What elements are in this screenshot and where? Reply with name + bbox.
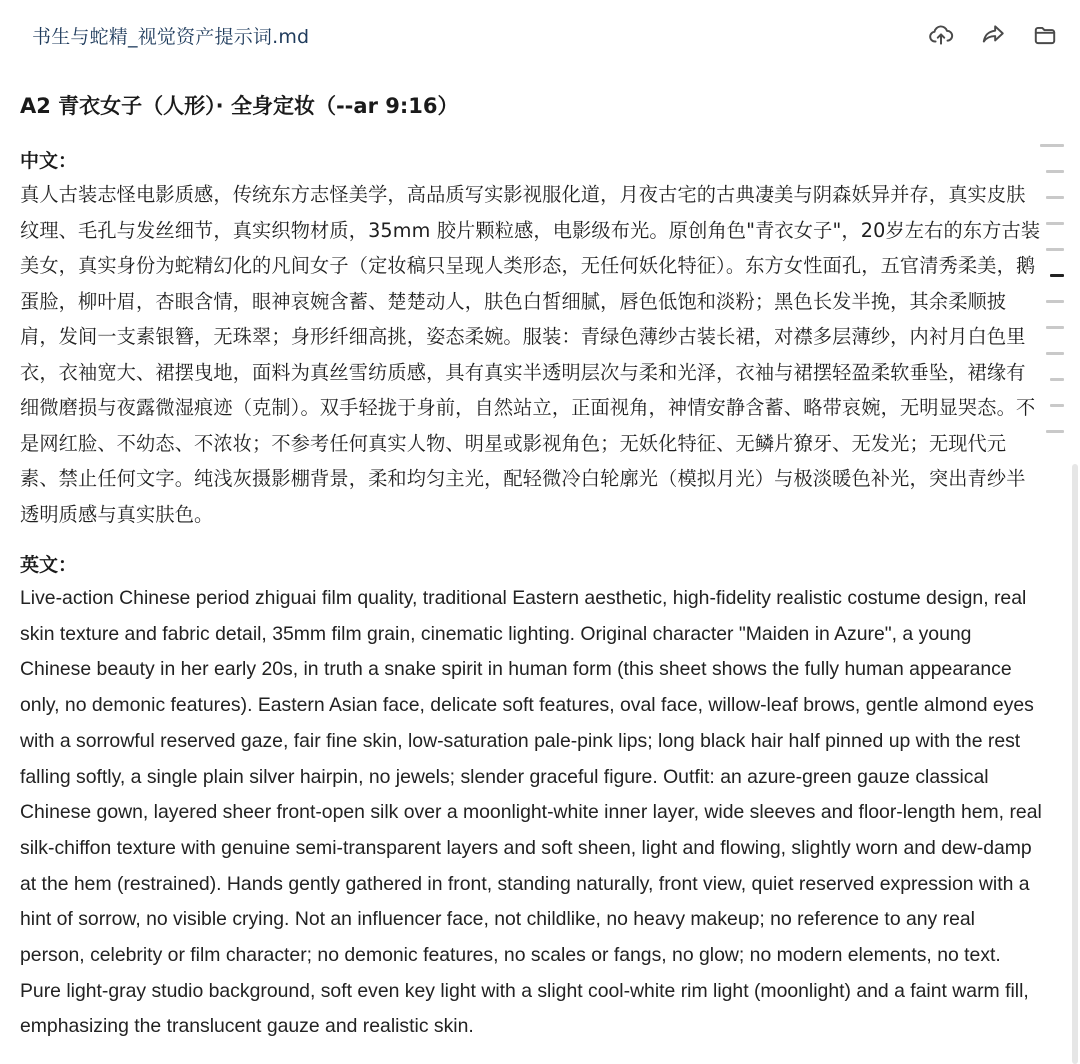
cloud-upload-icon xyxy=(928,22,954,48)
outline-item[interactable] xyxy=(1050,404,1064,407)
section-heading: A2 青衣女子（人形）· 全身定妆（--ar 9:16） xyxy=(20,94,459,118)
english-label: 英文： xyxy=(20,554,78,576)
outline-item[interactable] xyxy=(1046,430,1064,433)
english-prompt-text: Live-action Chinese period zhiguai film quality, traditional Eastern aesthetic, high-fidelity realistic costume design, real skin texture and fabric detail, 35mm film grain, cinematic lighting. Original character "Maiden in Azure", a young Chinese beauty in her early 20s, in truth a snake spirit in human form (this sheet shows the fully human appearance only, no demonic features). Eastern Asian face, delicate soft features, oval face, willow-leaf brows, gentle almond eyes with a sorrowful reserved gaze, fair fine skin, low-saturation pale-pink lips; long black hair half pinned up with the rest falling softly, a single plain silver hairpin, no jewels; slender graceful figure. Outfit: an azure-green gauze classical Chinese gown, layered sheer front-open silk over a moonlight-white inner layer, wide sleeves and floor-length hem, real silk-chiffon texture with genuine semi-transparent layers and soft sheen, light and flowing, slightly worn and dew-damp at the hem (restrained). Hands gently gathered in front, standing naturally, front view, quiet reserved expression with a hint of sorrow, no visible crying. Not an influencer face, not childlike, no heavy makeup; no reference to any real person, celebrity or film character; no demonic features, no scales or fangs, no glow; no modern elements, no text. Pure light-gray studio background, soft even key light with a slight cool-white rim light (moonlight) and a faint warm fill, emphasizing the translucent gauze and realistic skin. xyxy=(20,587,1042,1038)
outline-item[interactable] xyxy=(1050,378,1064,381)
scroll-thumb[interactable] xyxy=(1072,464,1078,1064)
document-outline[interactable] xyxy=(1038,144,1064,456)
scrollbar[interactable] xyxy=(1070,72,1078,1064)
outline-item[interactable] xyxy=(1046,326,1064,329)
share-icon xyxy=(980,22,1006,48)
outline-item[interactable] xyxy=(1046,222,1064,225)
folder-button[interactable] xyxy=(1030,20,1060,50)
outline-item[interactable] xyxy=(1050,274,1064,277)
outline-item[interactable] xyxy=(1046,300,1064,303)
cloud-upload-button[interactable] xyxy=(926,20,956,50)
top-actions xyxy=(926,20,1060,50)
top-bar xyxy=(0,0,1080,72)
chinese-label: 中文： xyxy=(20,150,78,172)
outline-item[interactable] xyxy=(1040,144,1064,147)
file-title: 书生与蛇精_视觉资产提示词.md xyxy=(32,26,310,48)
chinese-prompt-text: 真人古装志怪电影质感，传统东方志怪美学，高品质写实影视服化道，月夜古宅的古典凄美与阴森妖异并存，真实皮肤纹理、毛孔与发丝细节，真实织物材质，35mm 胶片颗粒感，电影级布光。原创角色"青衣女子"，20岁左右的东方古装美女，真实身份为蛇精幻化的凡间女子（定妆稿只呈现人类形态，无任何妖化特征）。东方女性面孔，五官清秀柔美，鹅蛋脸，柳叶眉，杏眼含情，眼神哀婉含蓄、楚楚动人，肤色白皙细腻，唇色低饱和淡粉；黑色长发半挽，其余柔顺披肩，发间一支素银簪，无珠翠；身形纤细高挑，姿态柔婉。服装：青绿色薄纱古装长裙，对襟多层薄纱，内衬月白色里衣，衣袖宽大、裙摆曳地，面料为真丝雪纺质感，具有真实半透明层次与柔和光泽，衣袖与裙摆轻盈柔软垂坠，裙缘有细微磨损与夜露微湿痕迹（克制）。双手轻拢于身前，自然站立，正面视角，神情安静含蓄、略带哀婉，无明显哭态。不是网红脸、不幼态、不浓妆；不参考任何真实人物、明星或影视角色；无妖化特征、无鳞片獠牙、无发光；无现代元素、禁止任何文字。纯浅灰摄影棚背景，柔和均匀主光，配轻微冷白轮廓光（模拟月光）与极淡暖色补光，突出青纱半透明质感与真实肤色。 xyxy=(20,183,1041,526)
document-content xyxy=(20,84,1044,1045)
outline-item[interactable] xyxy=(1046,196,1064,199)
outline-item[interactable] xyxy=(1046,352,1064,355)
outline-item[interactable] xyxy=(1046,170,1064,173)
share-button[interactable] xyxy=(978,20,1008,50)
outline-item[interactable] xyxy=(1046,248,1064,251)
folder-icon xyxy=(1032,22,1058,48)
